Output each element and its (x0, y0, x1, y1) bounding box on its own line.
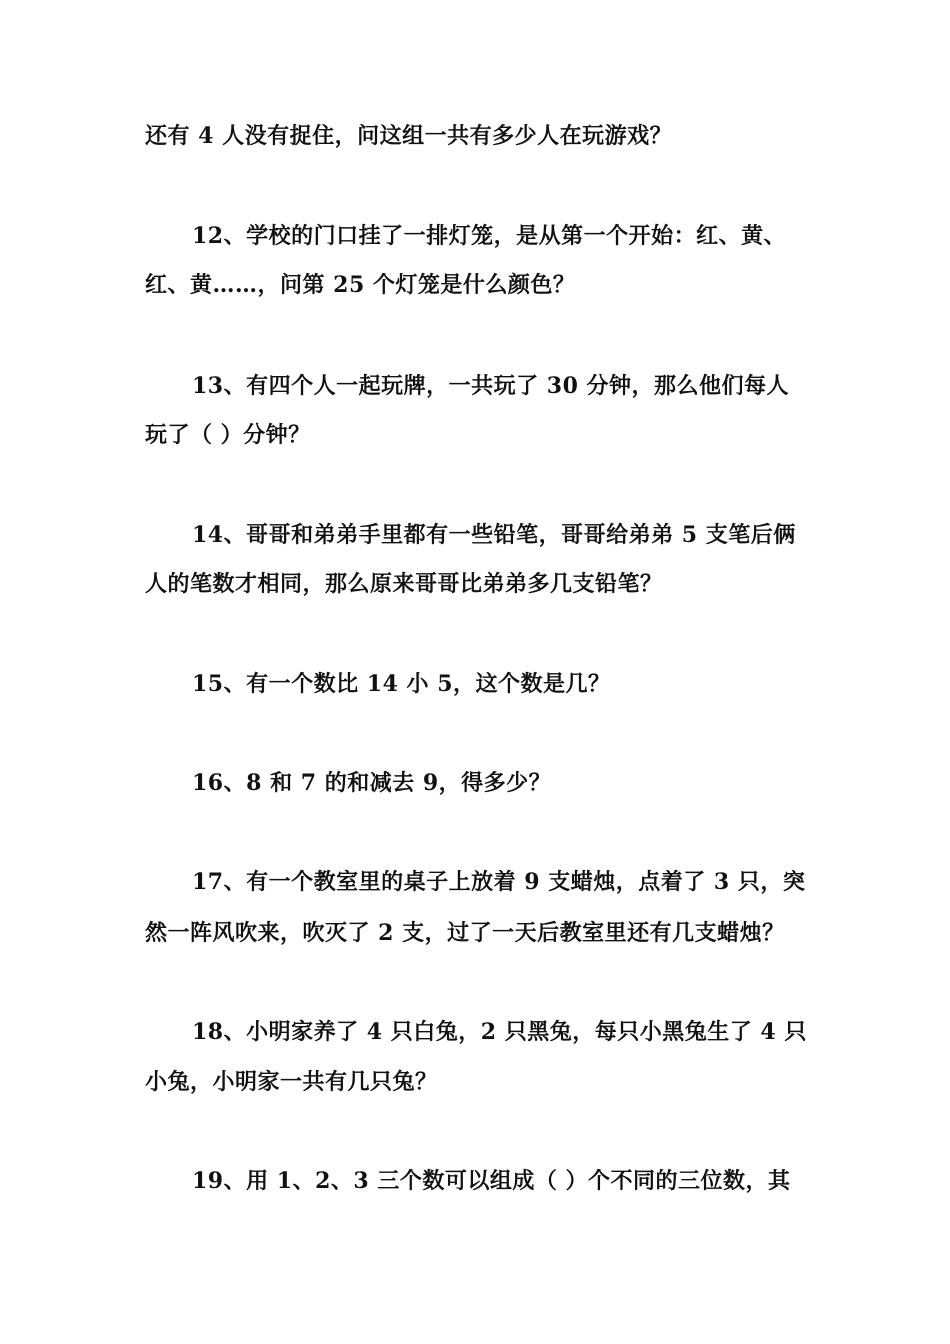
question-12-line-2: 红、黄……，问第 25 个灯笼是什么颜色？ (145, 272, 576, 298)
question-19-line-1: 19、用 1、2、3 三个数可以组成（ ）个不同的三位数，其 (192, 1168, 791, 1194)
question-17-line-2: 然一阵风吹来，吹灭了 2 支，过了一天后教室里还有几支蜡烛？ (145, 920, 785, 946)
question-18-line-2: 小兔，小明家一共有几只兔？ (145, 1069, 438, 1095)
question-18-line-1: 18、小明家养了 4 只白兔，2 只黑兔，每只小黑兔生了 4 只 (192, 1019, 807, 1045)
question-12-line-1: 12、学校的门口挂了一排灯笼，是从第一个开始：红、黄、 (192, 223, 787, 249)
question-14-line-1: 14、哥哥和弟弟手里都有一些铅笔，哥哥给弟弟 5 支笔后俩 (192, 522, 796, 548)
question-15: 15、有一个数比 14 小 5，这个数是几？ (192, 671, 611, 697)
question-17-line-1: 17、有一个教室里的桌子上放着 9 支蜡烛，点着了 3 只，突 (192, 869, 806, 895)
question-11-continuation: 还有 4 人没有捉住，问这组一共有多少人在玩游戏？ (145, 123, 673, 149)
question-13-line-1: 13、有四个人一起玩牌，一共玩了 30 分钟，那么他们每人 (192, 373, 790, 399)
question-13-line-2: 玩了（ ）分钟？ (145, 422, 311, 448)
question-14-line-2: 人的笔数才相同，那么原来哥哥比弟弟多几支铅笔？ (145, 571, 663, 597)
question-16: 16、8 和 7 的和减去 9，得多少？ (192, 770, 552, 796)
